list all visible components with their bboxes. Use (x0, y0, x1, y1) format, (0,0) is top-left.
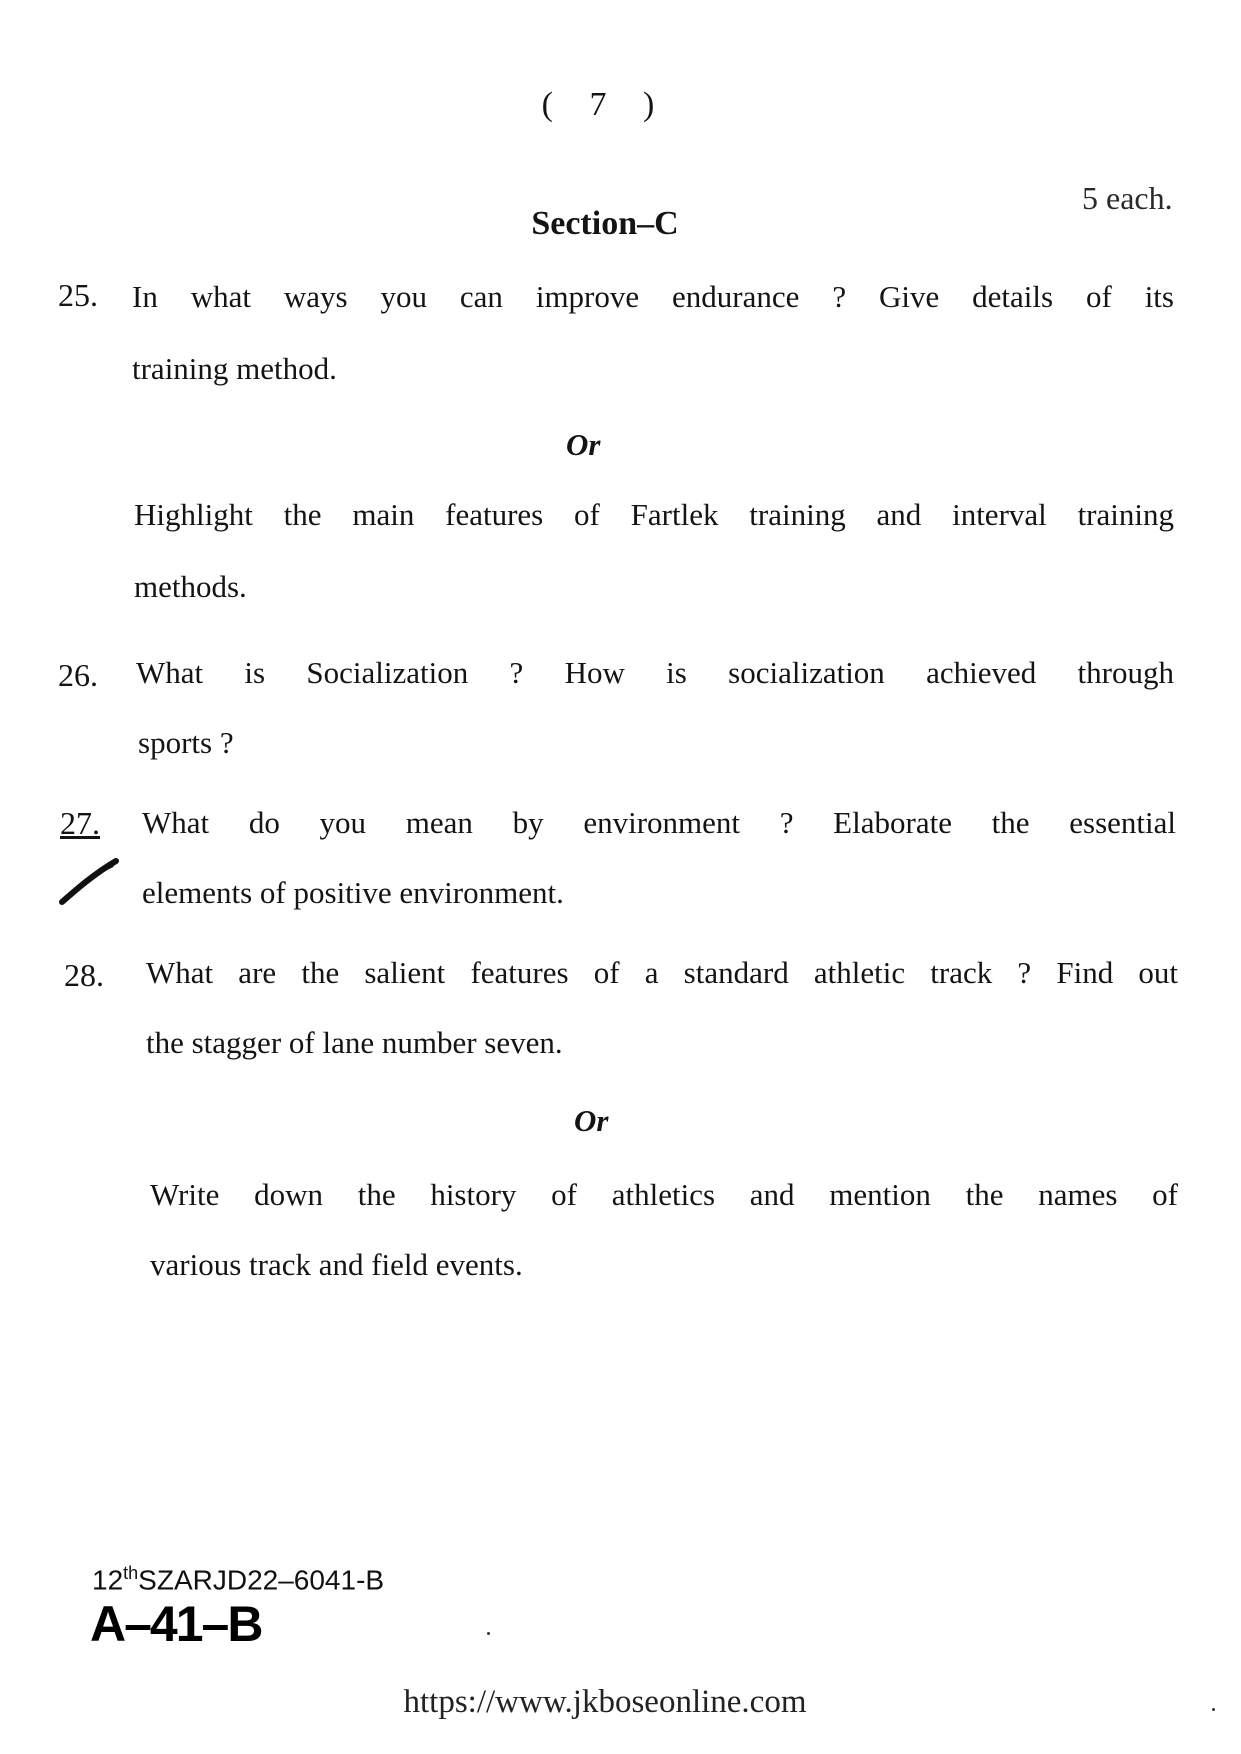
paper-code-superscript: th (123, 1563, 139, 1583)
paper-code-prefix: 12 (92, 1564, 124, 1596)
question-number: 28. (64, 957, 104, 993)
paper-code (92, 1563, 384, 1596)
alternative-text-line: Highlight the main features of Fartlek training and interval training (134, 497, 1174, 532)
question-text-line: sports ? (138, 725, 234, 760)
source-url: https://www.jkboseonline.com (403, 1684, 807, 1720)
alternative-text-line: Write down the history of athletics and mention the names of (150, 1177, 1178, 1212)
pen-tick-mark (58, 858, 120, 911)
section-title: Section–C (531, 205, 679, 242)
marks-note: 5 each. (1082, 180, 1173, 216)
question-number: 27. (60, 805, 100, 841)
speck (487, 1632, 490, 1635)
question-text-line: What is Socialization ? How is socialization achieved through (136, 655, 1174, 690)
question-text-line: the stagger of lane number seven. (146, 1025, 563, 1060)
question-text-line: What do you mean by environment ? Elaborate the essential (142, 805, 1176, 840)
paper-code-rest: SZARJD22–6041-B (138, 1564, 385, 1596)
alternative-text-line: methods. (134, 569, 247, 604)
or-label: Or (566, 427, 601, 462)
question-text-line: elements of positive environment. (142, 875, 564, 910)
question-text-line: What are the salient features of a standard athletic track ? Find out (146, 955, 1178, 990)
paper-code-large: A–41–B (90, 1596, 262, 1652)
question-number: 25. (58, 277, 98, 313)
speck (1212, 1708, 1215, 1711)
question-text-line: training method. (132, 351, 337, 386)
alternative-text-line: various track and field events. (150, 1247, 523, 1282)
question-number: 26. (58, 657, 98, 693)
page-number: ( 7 ) (541, 86, 669, 123)
or-label: Or (574, 1103, 609, 1138)
question-text-line: In what ways you can improve endurance ? Give details of its (132, 279, 1174, 314)
